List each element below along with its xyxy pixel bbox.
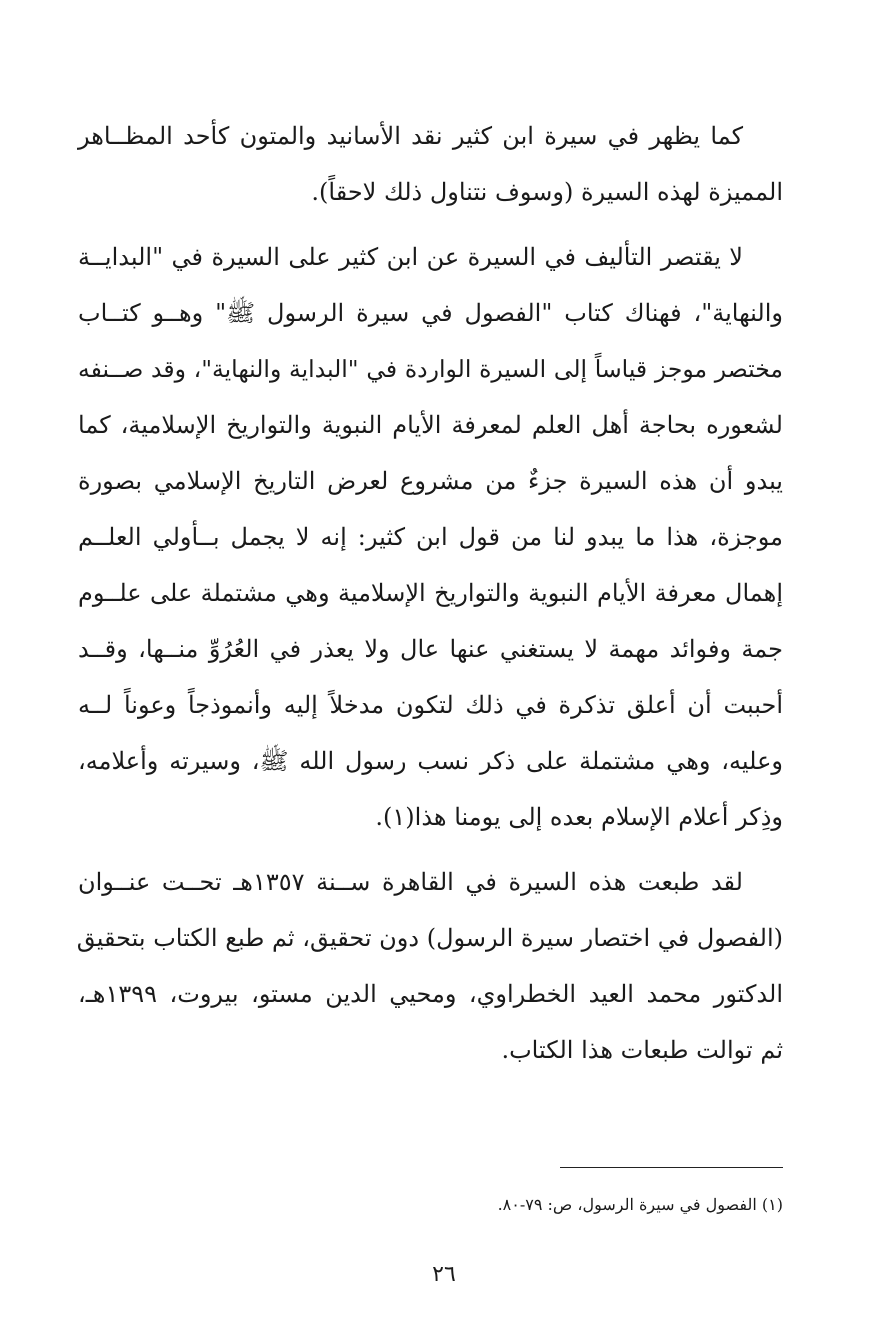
text-line: جمة وفوائد مهمة لا يستغني عنها عال ولا يعذر في العُرُوِّ منــها، وقــد — [78, 635, 783, 663]
text-line: أحببت أن أعلق تذكرة في ذلك لتكون مدخلاً إليه وأنموذجاً وعوناً لــه — [78, 691, 783, 719]
text-line: إهمال معرفة الأيام النبوية والتواريخ الإسلامية وهي مشتملة على علــوم — [78, 579, 783, 607]
text-line: لا يقتصر التأليف في السيرة عن ابن كثير على السيرة في "البدايــة — [78, 243, 743, 271]
footnote: (١) الفصول في سيرة الرسول، ص: ٧٩-٨٠. — [497, 1195, 783, 1214]
text-line: وعليه، وهي مشتملة على ذكر نسب رسول الله ﷺ، وسيرته وأعلامه، — [78, 747, 783, 775]
text-line: المميزة لهذه السيرة (وسوف نتناول ذلك لاحقاً). — [311, 178, 783, 206]
text-line: كما يظهر في سيرة ابن كثير نقد الأسانيد والمتون كأحد المظــاهر — [78, 122, 743, 150]
text-line: لشعوره بحاجة أهل العلم لمعرفة الأيام النبوية والتواريخ الإسلامية، كما — [78, 411, 783, 439]
text-line: يبدو أن هذه السيرة جزءٌ من مشروع لعرض التاريخ الإسلامي بصورة — [78, 467, 783, 495]
page-number: ٢٦ — [432, 1262, 456, 1287]
text-line: الدكتور محمد العيد الخطراوي، ومحيي الدين مستو، بيروت، ١٣٩٩هـ، — [78, 980, 783, 1008]
text-line: ثم توالت طبعات هذا الكتاب. — [501, 1036, 783, 1064]
paragraph-1 — [78, 108, 783, 220]
text-line: موجزة، هذا ما يبدو لنا من قول ابن كثير: إنه لا يجمل بــأولي العلــم — [78, 523, 783, 551]
main-text — [78, 108, 783, 1078]
text-line: والنهاية"، فهناك كتاب "الفصول في سيرة الرسول ﷺ" وهــو كتــاب — [78, 299, 783, 327]
text-line: مختصر موجز قياساً إلى السيرة الواردة في "البداية والنهاية"، وقد صــنفه — [78, 355, 783, 383]
text-line: (الفصول في اختصار سيرة الرسول) دون تحقيق، ثم طبع الكتاب بتحقيق — [76, 924, 783, 952]
text-line: وذِكر أعلام الإسلام بعده إلى يومنا هذا(١). — [375, 803, 783, 831]
paragraph-3 — [78, 854, 783, 1078]
footnote-divider — [560, 1167, 783, 1168]
paragraph-2 — [78, 229, 783, 845]
text-line: لقد طبعت هذه السيرة في القاهرة ســنة ١٣٥٧هـ تحــت عنــوان — [78, 868, 743, 896]
